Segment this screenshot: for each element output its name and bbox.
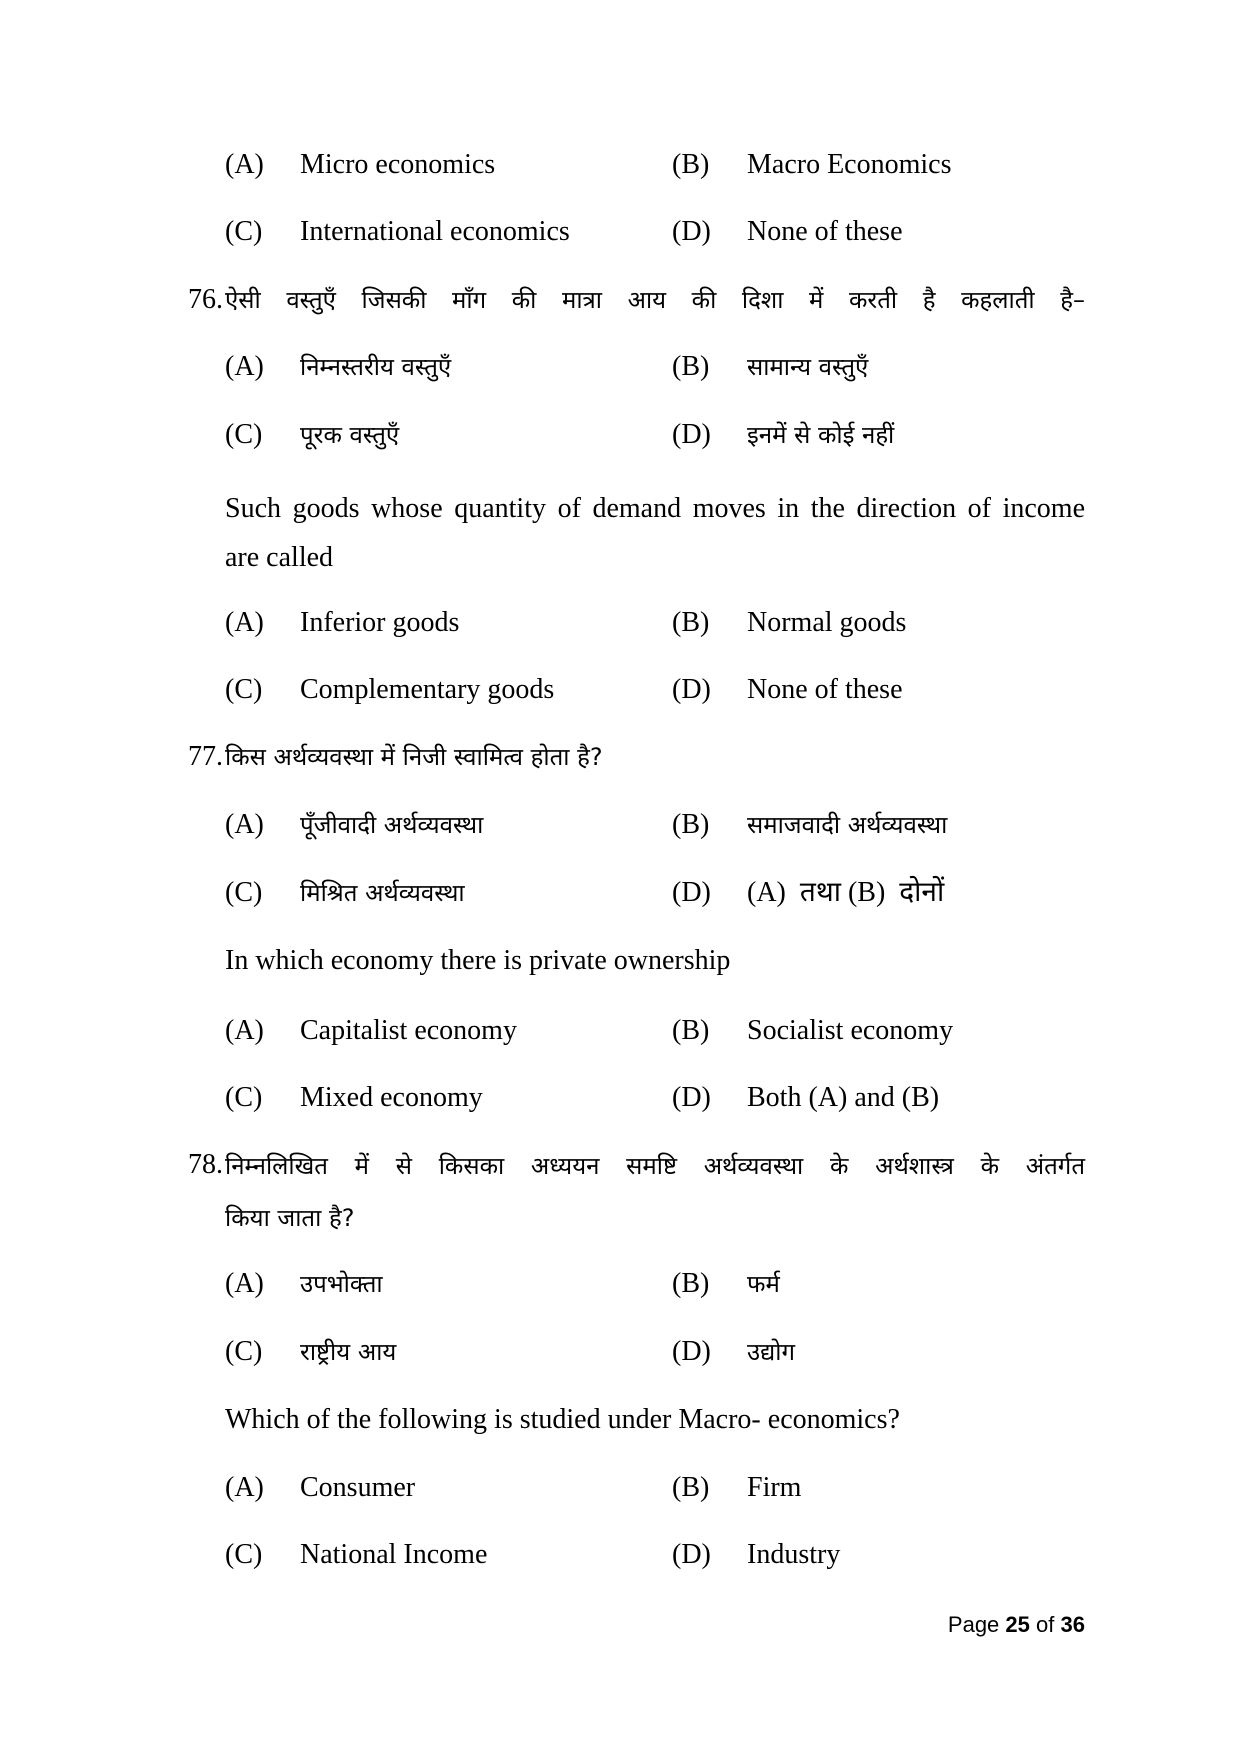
q76-hindi-question-text: ऐसी वस्तुएँ जिसकी माँग की मात्रा आय की दिशा में करती है कहलाती है– [225,286,1085,314]
q78-english-option-row-cd [0,1535,1241,1575]
option-label: (B) [672,1015,710,1046]
q77-hindi-option-row-ab [0,805,1241,845]
option-text: None of these [747,216,903,247]
option-label: (B) [672,351,710,382]
q78-hindi-option-row-cd [0,1332,1241,1372]
option-text: Industry [747,1539,841,1570]
option-text: उद्योग [747,1338,795,1366]
option-label: (A) [225,1015,264,1046]
option-label: (B) [672,607,710,638]
option-text: मिश्रित अर्थव्यवस्था [300,879,465,907]
q78-english-option-row-ab [0,1468,1241,1508]
option-label: (C) [225,877,263,908]
option-text: उपभोक्ता [300,1270,383,1298]
option-text: Both (A) and (B) [747,1082,940,1113]
option-text: फर्म [747,1270,780,1298]
q76-hindi-option-row-ab [0,347,1241,387]
option-label: (C) [225,1082,263,1113]
option-text: (A) तथा (B) दोनों [747,877,945,908]
option-label: (D) [672,419,711,450]
q77-english-option-row-ab [0,1011,1241,1051]
q75-option-row-cd [0,212,1241,252]
option-label: (D) [672,1082,711,1113]
q76-hindi-option-row-cd [0,415,1241,455]
option-label: (A) [225,607,264,638]
option-text: Capitalist economy [300,1015,517,1046]
option-text: पूँजीवादी अर्थव्यवस्था [300,811,484,839]
q77-hindi-option-row-cd [0,873,1241,913]
q78-hindi-option-row-ab [0,1264,1241,1304]
option-label: (A) [225,351,264,382]
option-text: Firm [747,1472,802,1503]
q77-english-question: In which economy there is private ownership [225,945,731,976]
option-label: (B) [672,1472,710,1503]
option-label: (A) [225,149,264,180]
option-label: (C) [225,1539,263,1570]
option-text: Consumer [300,1472,416,1503]
q77-hindi-question: किस अर्थव्यवस्था में निजी स्वामित्व होता है? [225,743,603,771]
q78-english-question: Which of the following is studied under Macro- economics? [225,1404,900,1435]
option-text: निम्नस्तरीय वस्तुएँ [300,353,452,381]
question-line: निम्नलिखित में से किसका अध्ययन समष्टि अर्थव्यवस्था के अर्थशास्त्र के अंतर्गत [225,1152,1085,1180]
option-text: सामान्य वस्तुएँ [747,353,869,381]
option-text: समाजवादी अर्थव्यवस्था [747,811,948,839]
option-label: (A) [225,809,264,840]
option-label: (C) [225,674,263,705]
option-label: (D) [672,1336,711,1367]
option-label: (B) [672,1268,710,1299]
total-pages-number: 36 [1060,1612,1085,1637]
question-line: are called [225,542,334,573]
option-text: Complementary goods [300,674,555,705]
q75-option-row-ab [0,145,1241,185]
page-footer [948,1610,1085,1640]
q77-english-option-row-cd [0,1078,1241,1118]
option-text: International economics [300,216,570,247]
option-label: (B) [672,149,710,180]
option-text: Mixed economy [300,1082,483,1113]
option-text: इनमें से कोई नहीं [747,421,895,449]
option-text: Macro Economics [747,149,952,180]
q78-hindi-question [225,1140,1085,1244]
question-number-78: 78. [188,1149,223,1180]
question-number-76: 76. [188,284,223,315]
option-text: National Income [300,1539,488,1570]
option-label: (A) [225,1268,264,1299]
option-text: Inferior goods [300,607,460,638]
option-label: (D) [672,1539,711,1570]
of-word: of [1036,1612,1055,1637]
option-text: पूरक वस्तुएँ [300,421,400,449]
current-page-number: 25 [1005,1612,1030,1637]
option-label: (D) [672,674,711,705]
option-text: None of these [747,674,903,705]
option-label: (C) [225,216,263,247]
q76-english-option-row-ab [0,603,1241,643]
option-text: Socialist economy [747,1015,954,1046]
option-text: Normal goods [747,607,907,638]
option-label: (D) [672,216,711,247]
option-text: Micro economics [300,149,496,180]
option-label: (A) [225,1472,264,1503]
option-label: (B) [672,809,710,840]
option-label: (D) [672,877,711,908]
option-text: राष्ट्रीय आय [300,1338,397,1366]
question-line: Such goods whose quantity of demand moves in the direction of income [225,493,1085,524]
page-word: Page [947,1612,1000,1637]
option-label: (C) [225,1336,263,1367]
q76-english-option-row-cd [0,670,1241,710]
question-line: किया जाता है? [225,1204,355,1232]
question-number-77: 77. [188,741,223,772]
q76-english-question [225,484,1085,582]
q76-hindi-question [225,280,1085,320]
option-label: (C) [225,419,263,450]
